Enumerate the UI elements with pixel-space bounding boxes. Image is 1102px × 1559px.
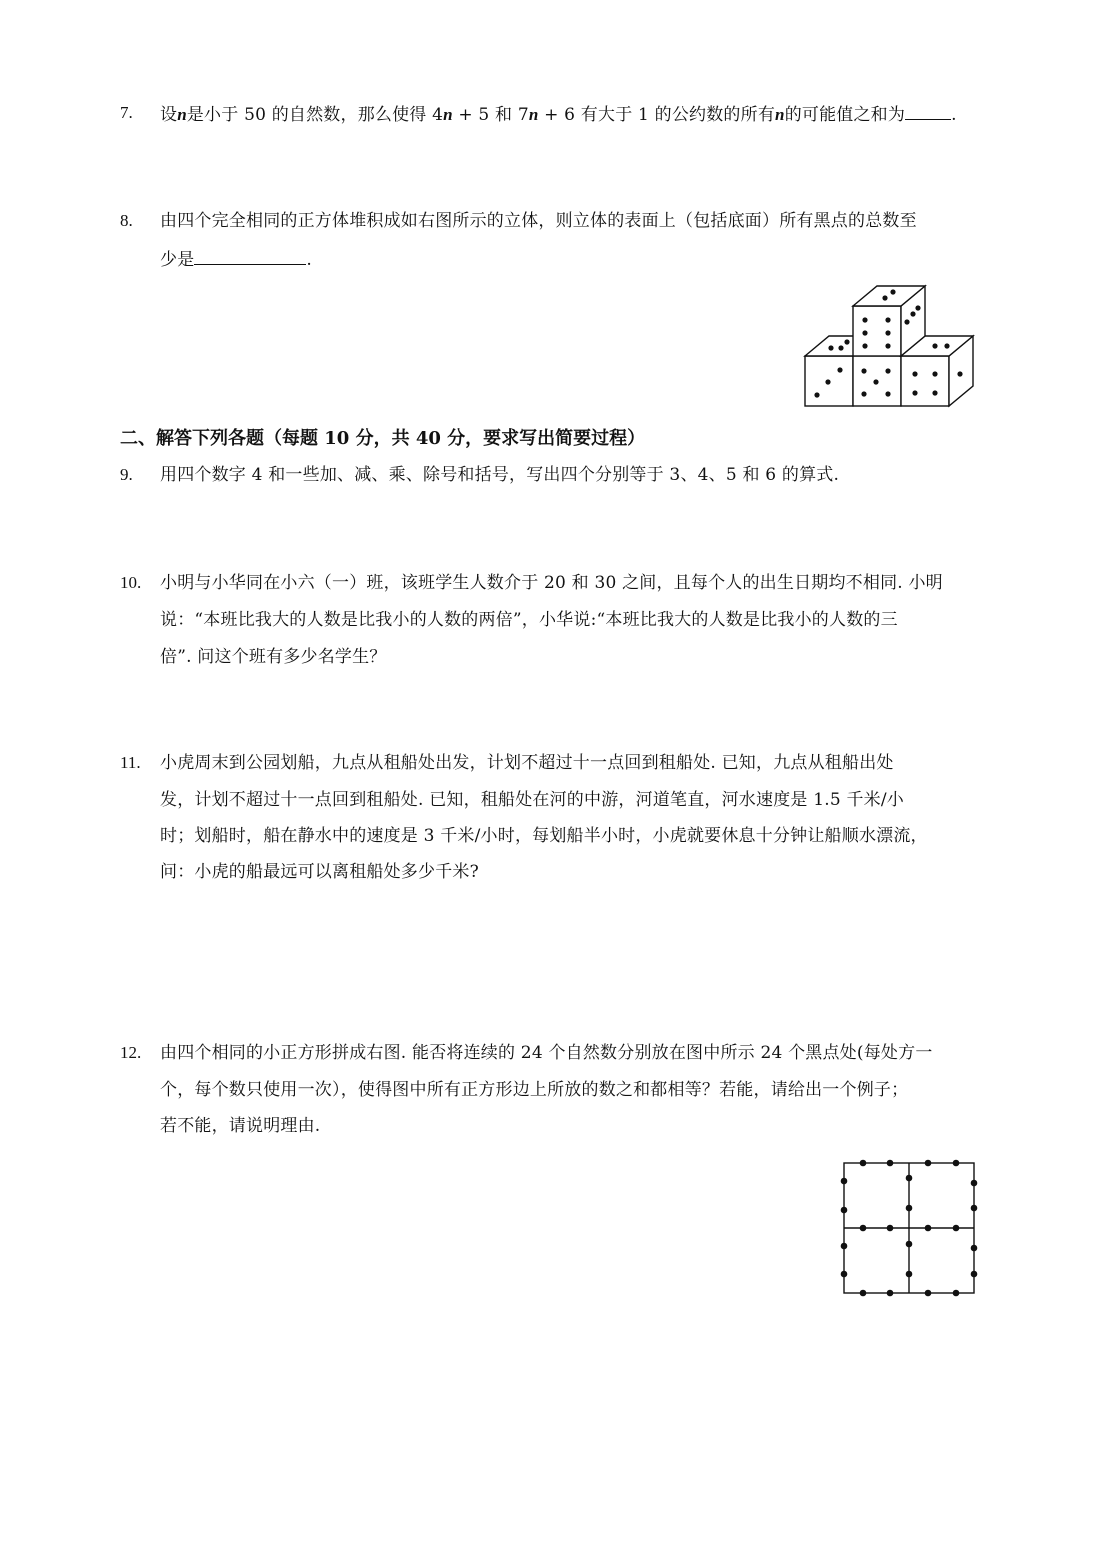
q7-period: . xyxy=(951,105,957,125)
question-12-line-3: 若不能，请说明理由. xyxy=(160,1116,321,1136)
question-7-text xyxy=(160,103,957,125)
question-9-line-1: 用四个数字 4 和一些加、减、乘、除号和括号，写出四个分别等于 3、4、5 和 6 的算式. xyxy=(160,465,840,485)
question-9-number: 9. xyxy=(120,465,133,484)
q8-answer-blank xyxy=(194,248,306,265)
question-12-number: 12. xyxy=(120,1043,142,1062)
question-12-line-2: 个，每个数只使用一次），使得图中所有正方形边上所放的数之和都相等？若能，请给出一个例子； xyxy=(160,1080,909,1100)
question-10-number: 10. xyxy=(120,573,142,592)
q7-var-n: n xyxy=(528,105,539,124)
stacked-dice-cubes-icon xyxy=(795,282,985,414)
question-11-line-1: 小虎周末到公园划船，九点从租船处出发，计划不超过十一点回到租船处. 已知，九点从租船出处 xyxy=(160,753,894,773)
question-10-line-3: 倍”. 问这个班有多少名学生？ xyxy=(160,647,387,667)
question-8-line-1: 由四个完全相同的正方体堆积成如右图所示的立体，则立体的表面上（包括底面）所有黑点的总数至 xyxy=(160,211,917,231)
q7-var-n: n xyxy=(775,105,785,124)
q7-var-n: n xyxy=(443,105,453,124)
question-8-number: 8. xyxy=(120,211,133,230)
q7-part: 是小于 50 的自然数，那么使得 4 xyxy=(186,105,444,125)
question-7-number: 7. xyxy=(120,103,133,122)
q7-part: + 6 有大于 1 的公约数的所有 xyxy=(538,105,776,125)
q7-part: 的可能值之和为 xyxy=(784,105,906,125)
q7-answer-blank xyxy=(905,103,951,120)
section-2-heading: 二、解答下列各题（每题 10 分，共 40 分，要求写出简要过程） xyxy=(120,428,646,449)
question-11-line-4: 问：小虎的船最远可以离租船处多少千米? xyxy=(160,862,479,882)
question-11-line-2: 发，计划不超过十一点回到租船处. 已知，租船处在河的中游，河道笔直，河水速度是 1.5 千米/小 xyxy=(160,790,904,810)
question-10-line-2: 说：“本班比我大的人数是比我小的人数的两倍”，小华说:“本班比我大的人数是比我小的人数的三 xyxy=(160,610,898,630)
q7-var-n: n xyxy=(177,105,187,124)
question-8-line-2 xyxy=(160,248,312,270)
question-10-line-1: 小明与小华同在小六（一）班，该班学生人数介于 20 和 30 之间，且每个人的出生日期均不相同. 小明 xyxy=(160,573,943,593)
q7-part: 设 xyxy=(160,105,178,125)
q7-part: + 5 和 7 xyxy=(452,105,529,125)
question-11-number: 11. xyxy=(120,753,141,772)
two-by-two-square-grid-with-24-dots-icon xyxy=(836,1156,982,1300)
q8-period: . xyxy=(306,250,313,270)
question-11-line-3: 时；划船时，船在静水中的速度是 3 千米/小时，每划船半小时，小虎就要休息十分钟让船顺水漂流， xyxy=(160,826,928,846)
question-12-line-1: 由四个相同的小正方形拼成右图. 能否将连续的 24 个自然数分别放在图中所示 24 个黑点处(每处方一 xyxy=(160,1043,933,1063)
q8-part: 少是 xyxy=(160,250,195,270)
